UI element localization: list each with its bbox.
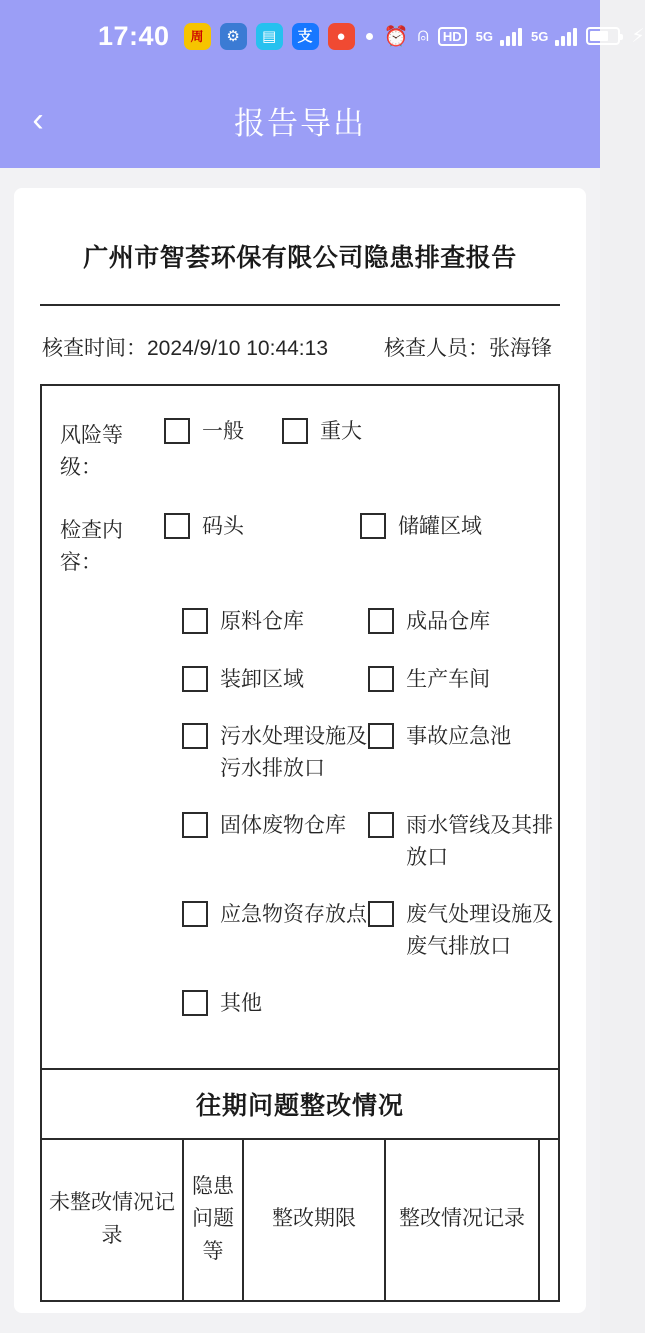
inspection-item-0-1[interactable] <box>360 511 560 543</box>
checklist-box <box>40 384 560 1070</box>
app-header <box>0 72 600 168</box>
checkbox-tank-area[interactable] <box>360 513 386 539</box>
checkbox-risk-general[interactable] <box>164 418 190 444</box>
news-app-icon: 周 <box>184 23 211 50</box>
table-header-unrectified-record: 未整改情况记录 <box>42 1140 184 1300</box>
risk-option-major-label: 重大 <box>320 420 362 443</box>
check-person-label: 核查人员： <box>384 337 490 360</box>
inspection-item-1-1-label: 成品仓库 <box>406 610 491 633</box>
inspection-item-0-0[interactable] <box>164 511 360 543</box>
inspection-row-3 <box>42 721 558 784</box>
blue-app-icon: ⚙ <box>220 23 247 50</box>
checkbox-waste-gas-facility[interactable] <box>368 901 394 927</box>
inspection-content-label: 检查内容： <box>60 519 123 574</box>
checkbox-solid-waste-warehouse[interactable] <box>182 812 208 838</box>
checkbox-finished-goods-warehouse[interactable] <box>368 608 394 634</box>
risk-option-major[interactable] <box>282 416 400 448</box>
inspection-item-3-1[interactable] <box>368 721 558 784</box>
inspection-item-3-0[interactable] <box>182 721 368 784</box>
inspection-content-row <box>42 511 558 578</box>
status-time: 17:40 <box>98 20 170 51</box>
inspection-item-0-0-label: 码头 <box>202 515 244 538</box>
checkbox-wastewater-facility[interactable] <box>182 723 208 749</box>
table-header-rectification-record: 整改情况记录 <box>386 1140 540 1300</box>
report-title: 广州市智荟环保有限公司隐患排查报告 <box>40 238 560 306</box>
inspection-item-2-0-label: 装卸区域 <box>220 667 304 691</box>
past-issues-section-title: 往期问题整改情况 <box>40 1070 560 1140</box>
check-time-label: 核查时间： <box>42 337 147 360</box>
inspection-item-3-1-label: 事故应急池 <box>406 725 512 748</box>
inspection-item-4-0[interactable] <box>182 810 368 873</box>
report-meta <box>40 306 560 384</box>
table-header-rectification-deadline: 整改期限 <box>244 1140 386 1300</box>
signal-bars-icon-2 <box>555 26 577 46</box>
signal-5g-label-2: 5G <box>531 28 549 44</box>
check-time-value: 2024/9/10 10:44:13 <box>147 337 329 360</box>
inspection-item-6-0[interactable] <box>182 988 382 1020</box>
checkbox-emergency-supplies-point[interactable] <box>182 901 208 927</box>
inspection-item-4-1-label: 雨水管线及其排放口 <box>406 814 554 869</box>
risk-level-row <box>42 416 558 483</box>
inspection-item-2-1-label: 生产车间 <box>406 667 491 691</box>
check-person-value: 张海锋 <box>489 337 553 360</box>
checkbox-raw-material-warehouse[interactable] <box>182 608 208 634</box>
weibo-icon: ● <box>328 23 355 50</box>
checkbox-risk-major[interactable] <box>282 418 308 444</box>
checkbox-loading-area[interactable] <box>182 666 208 692</box>
inspection-row-1 <box>42 606 558 638</box>
status-bar <box>0 0 645 72</box>
signal-5g-label-1: 5G <box>475 28 493 44</box>
inspection-item-1-1[interactable] <box>368 606 558 638</box>
inspection-item-5-0[interactable] <box>182 899 368 962</box>
inspection-item-5-0-label: 应急物资存放点 <box>220 903 367 926</box>
inspection-row-2 <box>42 664 558 696</box>
dot-icon <box>366 33 373 40</box>
page-title: 报告导出 <box>234 105 366 141</box>
inspection-item-4-1[interactable] <box>368 810 558 873</box>
checkbox-emergency-pool[interactable] <box>368 723 394 749</box>
inspection-item-4-0-label: 固体废物仓库 <box>220 814 346 837</box>
past-issues-table <box>40 1140 560 1302</box>
hd-badge: HD <box>438 27 467 46</box>
status-icon-tray <box>184 23 645 50</box>
inspection-grid <box>42 606 558 1020</box>
battery-icon <box>586 27 620 45</box>
risk-level-label: 风险等级： <box>60 424 123 479</box>
inspection-item-3-0-label: 污水处理设施及污水排放口 <box>220 725 367 780</box>
checkbox-other[interactable] <box>182 990 208 1016</box>
inspection-item-5-1-label: 废气处理设施及废气排放口 <box>406 903 554 958</box>
check-person <box>384 332 552 362</box>
inspection-item-2-1[interactable] <box>368 664 558 696</box>
inspection-item-1-0-label: 原料仓库 <box>220 610 304 633</box>
inspection-item-1-0[interactable] <box>182 606 368 638</box>
back-icon[interactable]: ‹ <box>32 101 44 139</box>
checkbox-stormwater-pipeline[interactable] <box>368 812 394 838</box>
checkbox-production-workshop[interactable] <box>368 666 394 692</box>
inspection-row-5 <box>42 899 558 962</box>
inspection-item-0-1-label: 储罐区域 <box>398 515 482 538</box>
risk-option-general-label: 一般 <box>202 420 244 443</box>
signal-bars-icon-1 <box>500 26 522 46</box>
inspection-item-5-1[interactable] <box>368 899 558 962</box>
table-header-hazard-issue: 隐患问题等 <box>184 1140 244 1300</box>
report-card <box>14 188 586 1313</box>
inspection-item-6-0-label: 其他 <box>220 992 262 1015</box>
inspection-item-2-0[interactable] <box>182 664 368 696</box>
alarm-clock-icon: ⏰ <box>383 25 409 48</box>
wifi-icon: ⍝ <box>417 25 429 46</box>
alipay-icon: 支 <box>292 23 319 50</box>
inspection-row-6 <box>42 988 558 1020</box>
check-time <box>42 332 328 362</box>
risk-option-general[interactable] <box>164 416 282 448</box>
lightning-bolt-icon: ⚡ <box>631 25 645 47</box>
checkbox-dock[interactable] <box>164 513 190 539</box>
inspection-row-4 <box>42 810 558 873</box>
cyan-app-icon: ▤ <box>256 23 283 50</box>
